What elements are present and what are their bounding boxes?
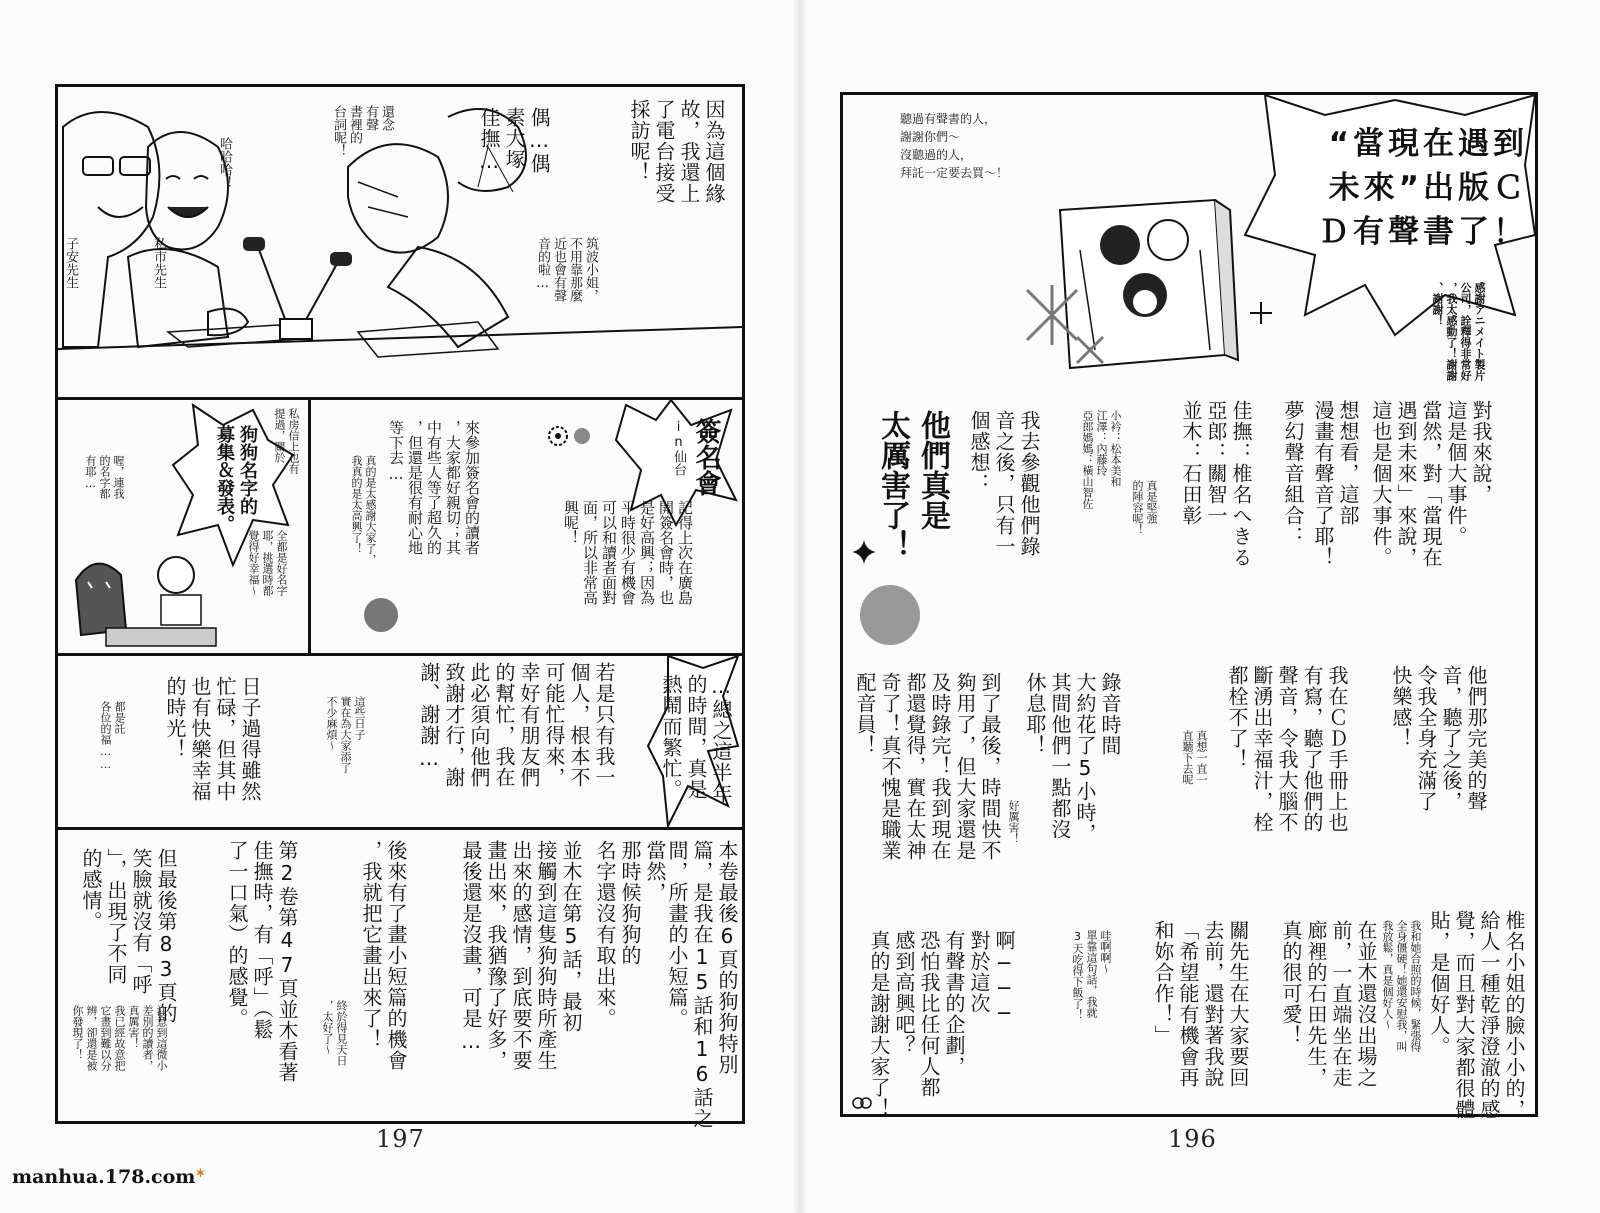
panel-radio-interview — [58, 87, 742, 397]
audiobook-title: “當現在遇到 未來”出版Ｃ Ｄ有聲書了！ — [1318, 126, 1528, 250]
book-gutter — [792, 0, 808, 1213]
special-text-5: 第2卷第47頁並木看著 佳撫時，有「呼」（鬆 了一口氣）的感覺。 — [225, 840, 299, 1083]
mid-note: 真想一直一 直聽下去呢 — [1181, 730, 1208, 785]
top-text-3: 夢幻聲音組合： — [1281, 400, 1305, 547]
speech-piano: 偶…偶 素大塚 佳撫… — [477, 107, 551, 174]
flower-icon — [852, 1095, 872, 1111]
signing-text-1: 記得上次在廣島 開簽名會時，也 是好高興；因為 平時很少有機會 可以和讀者面對 面，所以非常高 興呢！ — [562, 500, 694, 605]
label-kisaichi: 私市先生 — [151, 237, 166, 289]
busy-note-1: 這些日子 實在為大家添了 不少麻煩～ — [325, 696, 366, 773]
special-text-3: 並木在第5話，最初 接觸到這隻狗狗時所產生 出來的感情，到底要不要 畫出來，我猶豫了好多， 最後還是沒畫，可是… — [459, 840, 583, 1071]
cast-note: 真是堅強 的陣容呢！ — [1131, 480, 1158, 535]
special-text-1: 本卷最後6頁的狗狗特別 篇，是我在15話和16話之 間，所畫的小短篇。 — [665, 840, 739, 1129]
speech-laugh: 哈哈哈！ — [217, 137, 232, 189]
panel-dog-names — [58, 400, 308, 653]
mid-text-3: 錄音時間 大約花了5小時， 其間他們一點都沒 休息耶！ — [1023, 672, 1122, 844]
special-note-1: 終於得見天日 ，太好了～ — [321, 1000, 348, 1066]
signing-title: 簽名會 — [691, 418, 721, 496]
panel1-narration: 因為這個緣 故，我還上 了電台接受 採訪呢！ — [627, 99, 726, 204]
bottom-text-4: 啊─── 對於這次 有聲書的企劃， 恐怕我比任何人都 感到高興吧？ 真的是謝謝大家了！ — [867, 930, 1016, 1119]
panel-busy-half-year — [58, 656, 742, 827]
busy-note-2: 都是託 各位的福…… — [99, 701, 126, 771]
sparkle-icon — [1250, 302, 1272, 324]
special-text-2: 當然， 那時候狗狗的 名字還沒有取出來。 — [593, 840, 667, 1029]
mid-text-2: 我在ＣＤ手冊上也 有寫，聽了他們的 聲音，令我大腦不 斷湧出幸福汁，栓 都栓不了！ — [1225, 665, 1349, 833]
busy-text-2: 若是只有我一 個人，根本不 可能忙得來， 幸好有朋友們 的幫忙，我在 此必須向他們 致謝才行，謝 謝、謝謝… — [417, 662, 616, 788]
label-koyasu: 子安先生 — [63, 237, 78, 289]
sparkle-icon — [852, 540, 876, 564]
page-number-left: 197 — [376, 1125, 425, 1153]
watermark — [12, 1166, 205, 1188]
flower-icon — [547, 425, 599, 447]
flower-icon — [361, 595, 401, 635]
bottom-text-2: 在並木還沒出場之 前，一直端坐在走 廊裡的石田先生， 真的很可愛！ — [1279, 920, 1378, 1088]
watermark-text: manhua.178.com — [12, 1166, 196, 1188]
signing-subtitle: in仙台 — [671, 420, 686, 476]
panel-dog-special — [58, 830, 742, 1129]
page-number-right: 196 — [1168, 1125, 1217, 1153]
visit-text: 我去參觀他們錄 音之後，只有一 個感想： — [967, 410, 1041, 557]
special-text-6: 但最後第83頁的 笑臉就沒有「呼 」，出現了不同 的感情。 — [79, 848, 178, 1024]
busy-text-1: …總之這半年 的時間，真是 熱鬧而繁忙。 — [659, 674, 733, 804]
busy-text-3: 日子過得雖然 忙碌，但其中 也有快樂幸福 的時光！ — [163, 676, 262, 802]
mid-note-2: 好厲害！ — [1007, 800, 1020, 844]
top-text-2: 想想看，這部 漫畫有聲音了耶！ — [1311, 400, 1360, 568]
sparkle-icon — [1075, 335, 1105, 365]
dog-caption: 全都是好名字 耶，挑選時都 覺得好幸福～ — [247, 530, 288, 596]
bottom-note-2: 哇啊啊～ 單靠這句話，我就 3天吃得下飯了！ — [1071, 930, 1112, 1020]
header-note: 聽過有聲書的人， 謝謝你們～ 沒聽過的人， 拜託一定要去買～！ — [900, 112, 1009, 180]
bottom-note-1: 我和她合照的時候，緊張得 全身僵硬！她還安慰我，叫 我放鬆，真是個好人～ — [1381, 920, 1422, 1052]
top-text-1: 對我來說， 這是個大事件。 當然，對「當現在 遇到未來」來說， 這也是個大事件。 — [1369, 400, 1493, 568]
signing-text-2: 來參加簽名會的讀者 ，大家都好親切；其 中有些人等了超久的 ，但還是很有耐心地 等下去… — [387, 420, 481, 555]
special-note-2: 注意到這微小 差別的讀者， 真厲害！ 我已經故意把 它畫到難以分 辨，卻還是被 你發現了！ — [71, 1005, 168, 1071]
star-icon: ✶ — [195, 1166, 206, 1180]
bottom-text-3: 關先生在大家要回 去前，還對著我說 「希望能有機會再 和妳合作！」 — [1151, 920, 1250, 1088]
speech-tsukuba: 筑波小姐， 不用靠那麼 近也會有聲 音的啦… — [535, 237, 598, 302]
cast-main: 佳撫：椎名へきる 亞郎：關智一 並木：石田彰 — [1179, 400, 1253, 568]
dog-title: 狗狗名字的 募集＆發表。 — [214, 425, 258, 533]
bottom-text-1: 椎名小姐的臉小小的， 給人一種乾淨澄澈的感 覺，而且對大家都很體 貼，是個好人。 — [1427, 910, 1526, 1120]
signing-note: 真的是太感謝大家了， 我真的是太高興了！ — [350, 455, 377, 565]
thanks-note: 感謝アニメイト製片 公司，詮釋得非常好 ，我太感動了！謝謝 、謝謝！ — [1431, 282, 1486, 381]
panel-signing-event — [311, 400, 742, 653]
dog-speech: 喔，連我 的名字都 有耶… — [84, 455, 125, 499]
mid-text-1: 他們那完美的聲 音，聽了之後， 令我全身充滿了 快樂感！ — [1389, 665, 1488, 812]
sparkle-icon — [1022, 285, 1082, 345]
dog-note: 私房信上也有 提過，關於 — [273, 408, 300, 474]
dog-and-author-illustration — [66, 540, 236, 650]
special-text-4: 後來有了畫小短篇的機會 ，我就把它畫出來了！ — [359, 840, 408, 1071]
cast-sub: 小衿：松本美和 江澤：內藤玲 亞郎媽媽：橫山智佐 — [1081, 410, 1122, 509]
mid-text-4: 到了最後，時間快不 夠用了，但大家還是 及時錄完！我到現在 都還覺得，實在太神 奇了！真不愧是職業 配音員！ — [853, 672, 1002, 861]
speech-audiobook-lines: 還念 有聲 書裡的 台詞呢！ — [331, 105, 394, 157]
sparkle-icon — [855, 580, 925, 650]
big-exclaim: 他們真是 太厲害了！ — [875, 410, 950, 560]
right-page — [800, 0, 1600, 1213]
